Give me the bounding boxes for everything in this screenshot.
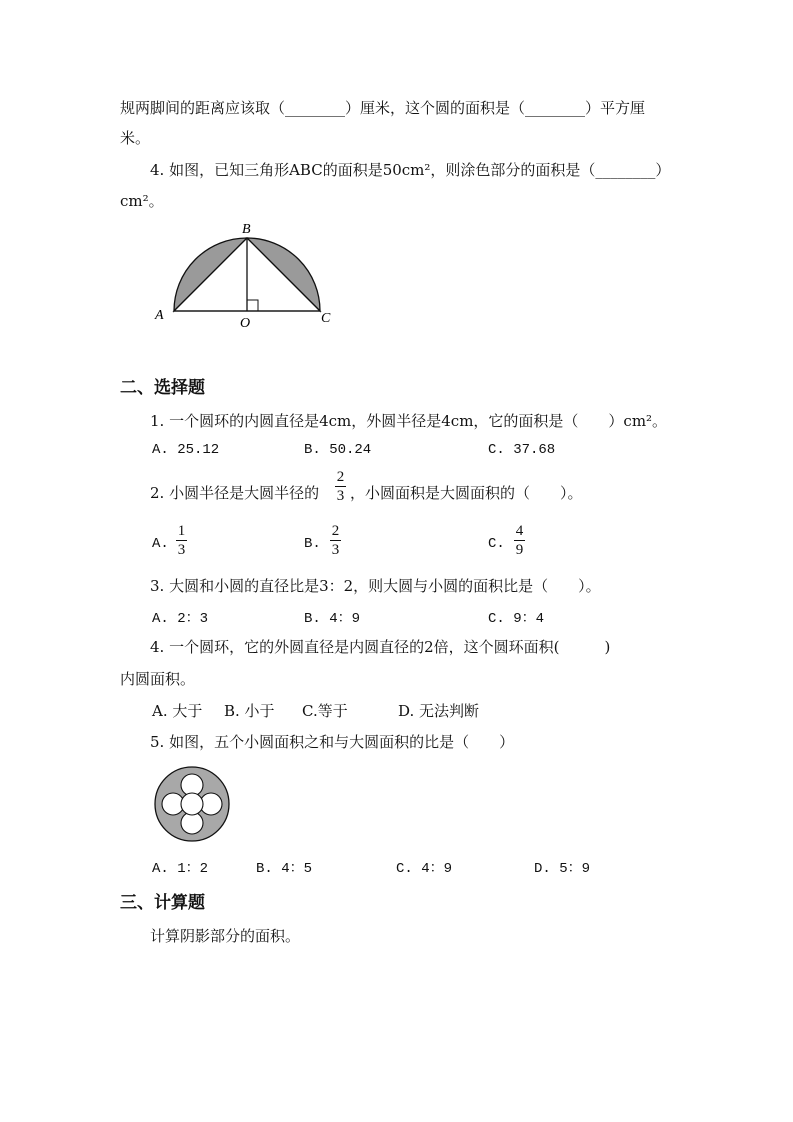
fraction-numerator: 4	[515, 523, 524, 539]
choice-q1-option-c: C. 37.68	[488, 442, 556, 458]
small-circle-center	[181, 793, 203, 815]
choice-q3-option-c: C. 9：4	[488, 611, 545, 627]
choice-q4-stem-line2: 内圆面积。	[120, 670, 196, 688]
choice-q3-stem: 3. 大圆和小圆的直径比是3：2，则大圆与小圆的面积比是（ ）。	[150, 577, 601, 595]
choice-q2-option-a-fraction	[176, 523, 187, 558]
choice-q4-option-c: C.等于	[302, 702, 348, 720]
choice-q4-stem-line1: 4. 一个圆环，它的外圆直径是内圆直径的2倍，这个圆环面积( )	[150, 638, 611, 656]
choice-q4-option-d: D. 无法判断	[398, 702, 480, 720]
fraction-bar	[176, 540, 187, 541]
fraction-denominator: 3	[331, 542, 340, 558]
semicircle-triangle-figure	[150, 218, 340, 333]
choice-q5-option-b: B. 4：5	[256, 861, 313, 877]
choice-q2-option-c-letter: C.	[488, 536, 505, 552]
choice-q1-option-a: A. 25.12	[152, 442, 220, 458]
choice-q5-stem: 5. 如图，五个小圆面积之和与大圆面积的比是（ ）	[150, 733, 515, 751]
choice-q2-stem-post: ，小圆面积是大圆面积的（ ）。	[350, 484, 583, 502]
choice-q5-option-a: A. 1：2	[152, 861, 209, 877]
choice-q2-stem-pre: 2. 小圆半径是大圆半径的	[150, 484, 320, 502]
choice-q2-option-b-fraction	[330, 523, 341, 558]
label-b: B	[242, 222, 251, 237]
choice-q2-option-b-letter: B.	[304, 536, 321, 552]
label-o: O	[240, 316, 251, 331]
label-c: C	[321, 311, 331, 326]
fraction-bar	[330, 540, 341, 541]
choice-q2-option-a-letter: A.	[152, 536, 169, 552]
label-a: A	[155, 308, 164, 323]
fraction-bar	[514, 540, 525, 541]
choice-q5-option-d: D. 5：9	[534, 861, 591, 877]
fraction-denominator: 3	[336, 488, 345, 504]
section-title-calc: 三、计算题	[120, 893, 205, 913]
fill-q3-line1: 规两脚间的距离应该取（________）厘米，这个圆的面积是（________）平方厘	[120, 99, 646, 117]
fraction-denominator: 9	[515, 542, 524, 558]
fraction-denominator: 3	[177, 542, 186, 558]
choice-q2-option-c-fraction	[514, 523, 525, 558]
section-title-choice: 二、选择题	[120, 378, 205, 398]
fill-q3-line2: 米。	[120, 129, 151, 147]
choice-q5-option-c: C. 4：9	[396, 861, 453, 877]
fraction-numerator: 2	[331, 523, 340, 539]
choice-q1-stem: 1. 一个圆环的内圆直径是4cm，外圆半径是4cm，它的面积是（ ）cm²。	[150, 412, 668, 430]
fraction-numerator: 1	[177, 523, 186, 539]
fill-q4-line2: cm²。	[120, 192, 164, 210]
choice-q1-option-b: B. 50.24	[304, 442, 372, 458]
choice-q3-option-b: B. 4：9	[304, 611, 361, 627]
calc-instruction: 计算阴影部分的面积。	[150, 927, 301, 945]
fill-q4-line1: 4. 如图，已知三角形ABC的面积是50cm²，则涂色部分的面积是（________）	[150, 161, 671, 179]
fraction-numerator: 2	[336, 469, 345, 485]
choice-q4-option-a: A. 大于	[152, 702, 203, 720]
fraction-bar	[335, 486, 346, 487]
choice-q2-stem-fraction	[335, 469, 346, 504]
choice-q3-option-a: A. 2：3	[152, 611, 209, 627]
choice-q4-option-b: B. 小于	[224, 702, 275, 720]
five-circles-figure	[152, 764, 232, 844]
